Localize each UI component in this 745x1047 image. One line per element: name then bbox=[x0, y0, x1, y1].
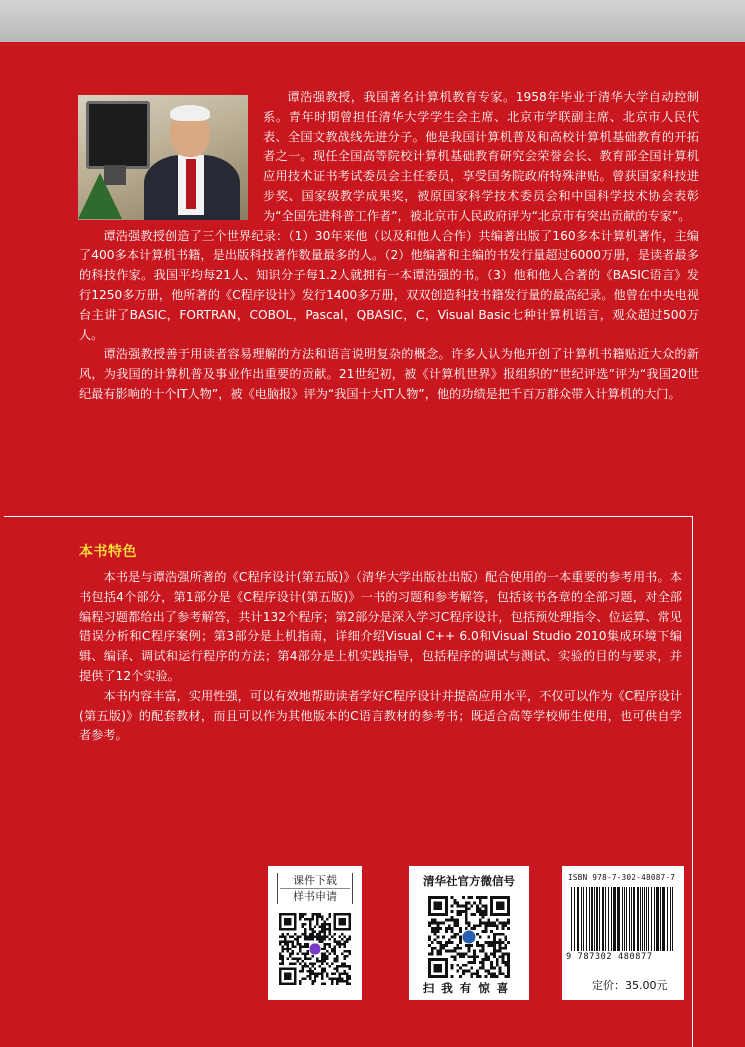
author-bio bbox=[79, 88, 699, 405]
top-gray-strip bbox=[0, 0, 745, 42]
section-divider-horizontal bbox=[4, 516, 692, 517]
isbn-card bbox=[562, 866, 684, 1000]
features-text bbox=[79, 568, 682, 746]
bio-paragraph-3: 谭浩强教授善于用读者容易理解的方法和语言说明复杂的概念。许多人认为他开创了计算机书籍贴近大众的新风，为我国的计算机普及事业作出重要的贡献。21世纪初，被《计算机世界》报组织的“世纪评选”评为“我国20世纪最有影响的十个IT人物”，被《电脑报》评为“我国十大IT人物”，他的功绩是把千百万群众带入计算机的大门。 bbox=[79, 347, 699, 401]
wechat-title: 清华社官方微信号 bbox=[423, 874, 515, 888]
features-heading: 本书特色 bbox=[79, 544, 137, 560]
courseware-label-box bbox=[277, 873, 353, 904]
wechat-qr-code[interactable] bbox=[428, 896, 510, 978]
wechat-caption: 扫我有惊喜 bbox=[422, 981, 516, 995]
bio-paragraph-2: 谭浩强教授创造了三个世界纪录：（1）30年来他（以及和他人合作）共编著出版了160多本计算机著作，主编了400多本计算机书籍，是出版科技著作数量最多的人。（2）他编著和主编的书发行量超过6000万册，是读者最多的科技作家。我国平均每21人、知识分子每1.2人就拥有一本谭浩强的书。（3）他和他人合著的《BASIC语言》发行1250多万册，他所著的《C程序设计》发行1400多万册，双双创造科技书籍发行量的最高纪录。他曾在中央电视台主讲了BASIC，FORTRAN，COBOL，Pascal，QBASIC，C，Visual Basic七种计算机语言，观众超过500万人。 bbox=[79, 228, 699, 342]
courseware-qr-code[interactable] bbox=[279, 913, 351, 985]
courseware-download-label: 课件下载 bbox=[280, 873, 350, 889]
section-divider-vertical bbox=[692, 516, 693, 1047]
sample-request-label: 样书申请 bbox=[293, 890, 337, 903]
courseware-card bbox=[268, 866, 362, 1000]
bio-paragraph-1: 谭浩强教授，我国著名计算机教育专家。1958年毕业于清华大学自动控制系。青年时期曾担任清华大学学生会主席、北京市学联副主席、北京市人民代表、全国文教战线先进分子。他是我国计算机普及和高校计算机基础教育的开拓者之一。现任全国高等院校计算机基础教育研究会荣誉会长、教育部全国计算机应用技术证书考试委员会主任委员，享受国务院政府特殊津贴。曾获国家科技进步奖、国家级教学成果奖，被原国家科学技术委员会和中国科学技术协会表彰为“全国先进科普工作者”，被北京市人民政府评为“北京市有突出贡献的专家”。 bbox=[263, 90, 699, 223]
qr-center-logo-icon bbox=[462, 930, 475, 943]
isbn-label: ISBN 978-7-302-48087-7 bbox=[568, 873, 676, 882]
qr-center-logo-icon bbox=[309, 943, 320, 954]
features-paragraph-2: 本书内容丰富，实用性强，可以有效地帮助读者学好C程序设计并提高应用水平，不仅可以作为《C程序设计(第五版)》的配套教材，而且可以作为其他版本的C语言教材的参考书；既适合高等学校师生使用，也可供自学者参考。 bbox=[79, 688, 682, 743]
wechat-card bbox=[409, 866, 529, 1000]
price-label: 定价：35.00元 bbox=[592, 979, 668, 992]
barcode-icon bbox=[570, 887, 676, 951]
features-paragraph-1: 本书是与谭浩强所著的《C程序设计(第五版)》（清华大学出版社出版）配合使用的一本重要的参考用书。本书包括4个部分，第1部分是《C程序设计(第五版)》一书的习题和参考解答，包括该书各章的全部习题，对全部编程习题都给出了参考解答，共计132个程序；第2部分是深入学习C程序设计，包括预处理指令、位运算、常见错误分析和C程序案例；第3部分是上机指南，详细介绍Visual C++ 6.0和Visual Studio 2010集成环境下编辑、编译、调试和运行程序的方法；第4部分是上机实践指导，包括程序的调试与测试、实验的目的与要求，并提供了12个实验。 bbox=[79, 570, 682, 683]
isbn-digits: 9 787302 480877 bbox=[566, 952, 653, 962]
